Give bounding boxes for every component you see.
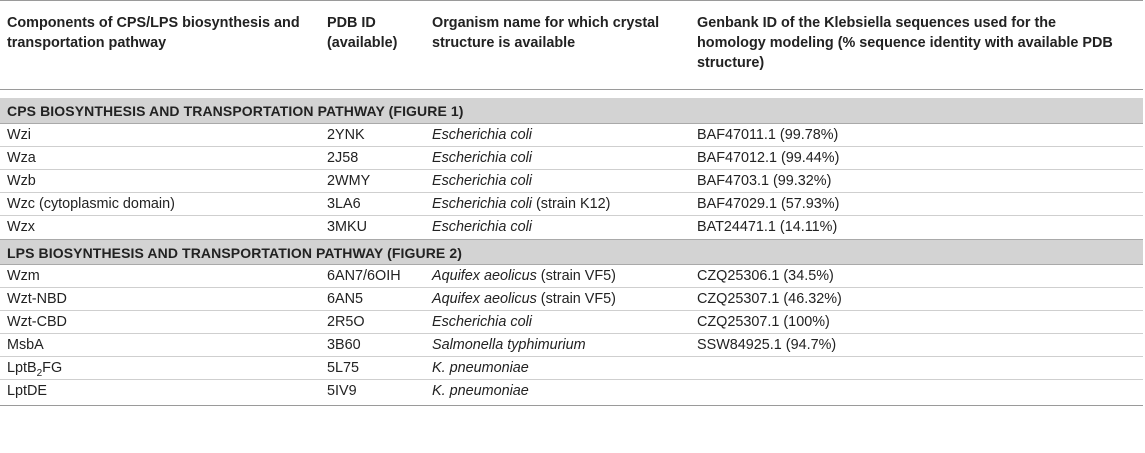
organism-name: Salmonella typhimurium [432,337,586,353]
header-components: Components of CPS/LPS biosynthesis and transportation pathway [7,15,300,51]
component-cell: Wzb [7,173,36,189]
table-bottom-rule [0,405,1143,406]
organism-cell [432,337,586,354]
organism-cell [432,150,532,167]
organism-cell [432,383,529,400]
component-cell: Wzt-NBD [7,291,67,307]
table-header [0,0,1143,90]
organism-extra: (strain VF5) [540,291,616,307]
organism-cell [432,219,532,236]
organism-cell [432,291,616,308]
component-cell: MsbA [7,337,44,353]
organism-name: Escherichia coli [432,196,532,212]
genbank-cell: BAF4703.1 (99.32%) [697,173,832,189]
component-cell: LptDE [7,383,47,399]
section-lps [0,239,1143,265]
genbank-cell: BAF47012.1 (99.44%) [697,150,840,166]
table-row [0,265,1143,288]
organism-extra: (strain K12) [535,196,611,212]
table-row [0,170,1143,193]
component-cell [7,360,62,377]
pdb-cell: 3LA6 [327,196,361,212]
table-row [0,311,1143,334]
component-cell: Wza [7,150,36,166]
table-row [0,147,1143,170]
table-row [0,193,1143,216]
header-genbank: Genbank ID of the Klebsiella sequences used for the homology modeling (% sequence identity with available PDB structure) [697,15,1113,71]
organism-name: K. pneumoniae [432,360,529,376]
organism-cell [432,127,532,144]
genbank-cell: BAT24471.1 (14.11%) [697,219,838,235]
section-cps [0,98,1143,124]
organism-name: Escherichia coli [432,219,532,235]
organism-name: Escherichia coli [432,150,532,166]
pdb-cell: 2YNK [327,127,365,143]
organism-name: Aquifex aeolicus [432,291,537,307]
section-title: LPS BIOSYNTHESIS AND TRANSPORTATION PATHWAY (FIGURE 2) [7,245,462,261]
component-cell: Wzc (cytoplasmic domain) [7,196,175,212]
genbank-cell: CZQ25306.1 (34.5%) [697,268,834,284]
organism-name: K. pneumoniae [432,383,529,399]
organism-cell [432,196,610,213]
table-row [0,380,1143,403]
component-pre: LptB [7,360,37,376]
component-cell: Wzm [7,268,40,284]
genbank-cell: SSW84925.1 (94.7%) [697,337,837,353]
organism-cell [432,173,532,190]
pdb-cell: 2WMY [327,173,371,189]
pdb-cell: 5L75 [327,360,360,376]
table-row [0,357,1143,380]
pdb-cell: 3MKU [327,219,367,235]
table-row [0,124,1143,147]
component-post: FG [42,360,63,376]
organism-name: Escherichia coli [432,127,532,143]
organism-name: Aquifex aeolicus [432,268,537,284]
organism-cell [432,314,532,331]
component-cell: Wzt-CBD [7,314,67,330]
pdb-cell: 6AN5 [327,291,363,307]
table-row [0,216,1143,239]
pdb-cell: 6AN7/6OIH [327,268,401,284]
pdb-cell: 2R5O [327,314,365,330]
header-organism: Organism name for which crystal structure is available [432,15,660,51]
organism-name: Escherichia coli [432,314,532,330]
pdb-cell: 3B60 [327,337,361,353]
pdb-cell: 2J58 [327,150,359,166]
table-row [0,288,1143,311]
organism-cell [432,360,529,377]
genbank-cell: CZQ25307.1 (100%) [697,314,830,330]
pdb-cell: 5IV9 [327,383,357,399]
table-row [0,334,1143,357]
component-cell: Wzx [7,219,35,235]
genbank-cell: BAF47011.1 (99.78%) [697,127,839,143]
genbank-cell: CZQ25307.1 (46.32%) [697,291,842,307]
genbank-cell: BAF47029.1 (57.93%) [697,196,840,212]
organism-cell [432,268,616,285]
organism-name: Escherichia coli [432,173,532,189]
section-title: CPS BIOSYNTHESIS AND TRANSPORTATION PATHWAY (FIGURE 1) [7,103,464,119]
organism-extra: (strain VF5) [540,268,616,284]
component-cell: Wzi [7,127,31,143]
header-pdb-id: PDB ID (available) [327,15,398,51]
component-subscript: 2 [36,367,43,379]
